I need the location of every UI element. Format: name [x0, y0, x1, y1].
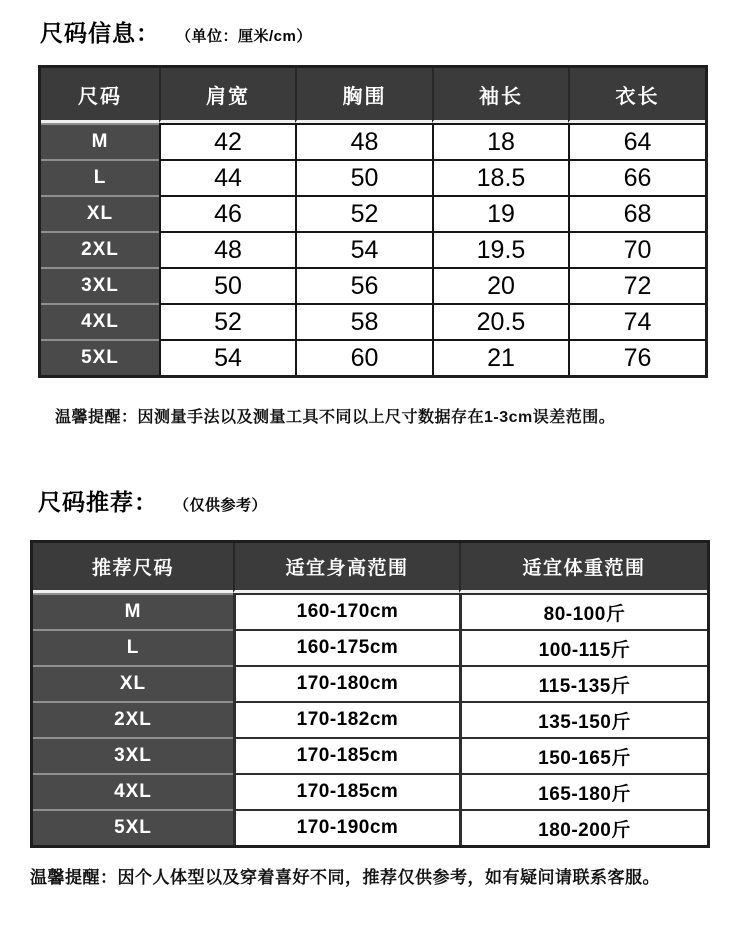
- table-header-cell: 适宜体重范围: [459, 543, 707, 593]
- table-cell: 170-185cm: [233, 737, 459, 773]
- table-cell: 170-182cm: [233, 701, 459, 737]
- row-label: 3XL: [41, 267, 159, 303]
- table-cell: 76: [568, 339, 705, 375]
- table-cell: 74: [568, 303, 705, 339]
- table-header-cell: 适宜身高范围: [233, 543, 459, 593]
- table-cell: 115-135斤: [459, 665, 707, 701]
- row-label: 2XL: [33, 701, 233, 737]
- table-header-cell: 袖长: [432, 68, 568, 123]
- table-cell: 170-180cm: [233, 665, 459, 701]
- table-cell: 18: [432, 123, 568, 159]
- table-cell: 54: [295, 231, 432, 267]
- table-header-cell: 胸围: [295, 68, 432, 123]
- row-label: 5XL: [33, 809, 233, 845]
- table-header-cell: 肩宽: [159, 68, 295, 123]
- table-cell: 64: [568, 123, 705, 159]
- row-label: 5XL: [41, 339, 159, 375]
- table-header-cell: 衣长: [568, 68, 705, 123]
- row-label: XL: [33, 665, 233, 701]
- size-info-heading: [40, 15, 312, 48]
- table-cell: 160-175cm: [233, 629, 459, 665]
- size-measurement-table: [38, 65, 708, 378]
- table-cell: 72: [568, 267, 705, 303]
- row-label: M: [41, 123, 159, 159]
- table-cell: 58: [295, 303, 432, 339]
- table-cell: 100-115斤: [459, 629, 707, 665]
- table-cell: 52: [159, 303, 295, 339]
- table-header-cell: 推荐尺码: [33, 543, 233, 593]
- table-cell: 60: [295, 339, 432, 375]
- table-cell: 19: [432, 195, 568, 231]
- size-recommend-title: 尺码推荐：: [38, 489, 158, 515]
- table-cell: 150-165斤: [459, 737, 707, 773]
- table-header-cell: 尺码: [41, 68, 159, 123]
- row-label: 3XL: [33, 737, 233, 773]
- table-cell: 50: [159, 267, 295, 303]
- row-label: 2XL: [41, 231, 159, 267]
- table-cell: 18.5: [432, 159, 568, 195]
- table-cell: 66: [568, 159, 705, 195]
- table-cell: 80-100斤: [459, 593, 707, 629]
- table-cell: 46: [159, 195, 295, 231]
- table-cell: 48: [159, 231, 295, 267]
- table-cell: 48: [295, 123, 432, 159]
- row-label: 4XL: [41, 303, 159, 339]
- table-cell: 160-170cm: [233, 593, 459, 629]
- table-cell: 42: [159, 123, 295, 159]
- table-cell: 50: [295, 159, 432, 195]
- size-info-unit-label: （单位：厘米/cm）: [176, 28, 312, 45]
- size-recommend-reference-label: （仅供参考）: [174, 497, 268, 514]
- size-recommendation-table: [30, 540, 710, 848]
- size-recommend-heading: [38, 484, 267, 517]
- table-cell: 20: [432, 267, 568, 303]
- row-label: L: [33, 629, 233, 665]
- row-label: XL: [41, 195, 159, 231]
- table-cell: 54: [159, 339, 295, 375]
- table-cell: 52: [295, 195, 432, 231]
- table-cell: 56: [295, 267, 432, 303]
- table-cell: 70: [568, 231, 705, 267]
- table-cell: 170-190cm: [233, 809, 459, 845]
- measurement-tolerance-note: 温馨提醒：因测量手法以及测量工具不同以上尺寸数据存在1-3cm误差范围。: [55, 409, 616, 426]
- table-cell: 170-185cm: [233, 773, 459, 809]
- table-cell: 20.5: [432, 303, 568, 339]
- row-label: L: [41, 159, 159, 195]
- size-info-title: 尺码信息：: [40, 20, 160, 46]
- row-label: M: [33, 593, 233, 629]
- table-cell: 180-200斤: [459, 809, 707, 845]
- recommendation-disclaimer-note: 温馨提醒：因个人体型以及穿着喜好不同，推荐仅供参考，如有疑问请联系客服。: [30, 868, 660, 887]
- table-cell: 19.5: [432, 231, 568, 267]
- row-label: 4XL: [33, 773, 233, 809]
- table-cell: 21: [432, 339, 568, 375]
- table-cell: 44: [159, 159, 295, 195]
- table-cell: 68: [568, 195, 705, 231]
- table-cell: 135-150斤: [459, 701, 707, 737]
- table-cell: 165-180斤: [459, 773, 707, 809]
